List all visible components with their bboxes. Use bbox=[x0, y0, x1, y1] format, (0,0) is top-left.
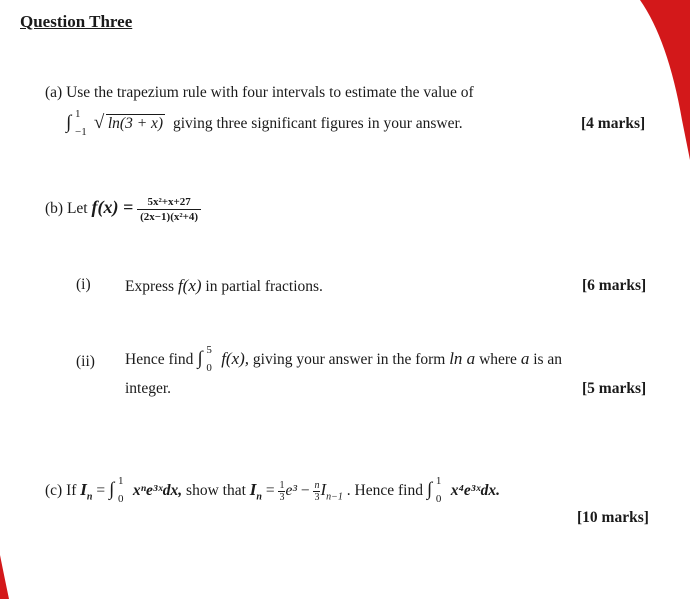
fraction-denominator: (2x−1)(x²+4) bbox=[140, 211, 199, 223]
part-b-ii-line2: integer. bbox=[125, 380, 172, 397]
part-b-ii-label: (ii) bbox=[76, 353, 95, 370]
integral-sign-a: ∫ 1 −1 bbox=[66, 108, 87, 138]
red-pen-stroke-left bbox=[0, 555, 9, 599]
question-title: Question Three bbox=[20, 12, 133, 31]
part-b-definition bbox=[45, 196, 201, 223]
marks-b-ii: [5 marks] bbox=[582, 380, 647, 397]
part-b-i-label: (i) bbox=[76, 276, 91, 293]
marks-a: [4 marks] bbox=[581, 115, 646, 132]
part-b-i-text: Express f(x) in partial fractions. bbox=[125, 276, 323, 295]
integral-sign-c1: ∫ 1 0 bbox=[108, 475, 124, 505]
sqrt-expression: √ ln(3 + x) bbox=[93, 112, 164, 133]
part-a-line2-text: giving three significant figures in your answer. bbox=[172, 115, 463, 132]
fraction-numerator: 5x²+x+27 bbox=[137, 196, 201, 210]
red-pen-stroke-right bbox=[640, 0, 690, 160]
part-c-text: (c) If $I_n$ = ∫ 1 0 xⁿe³ˣdx, show that $I_n$ = $\frac{1}{3}$ e³ − $\frac{n}{3}$ $I_{n-1}$ . Hence find ∫ 1 0 x⁴e³ˣdx. bbox=[45, 475, 501, 505]
part-b-function: f(x) = bbox=[91, 197, 134, 218]
part-a-line2 bbox=[66, 108, 463, 138]
part-b-fraction bbox=[137, 196, 201, 223]
marks-c: [10 marks] bbox=[577, 509, 649, 526]
integral-sign-c2: ∫ 1 0 bbox=[426, 475, 442, 505]
marks-b-i: [6 marks] bbox=[582, 277, 647, 294]
part-b-prefix: (b) Let bbox=[45, 200, 88, 218]
part-b-ii-text: Hence find ∫ 5 0 f(x), giving your answer in the form ln a where a is an bbox=[125, 344, 563, 374]
part-a-line1: (a) Use the trapezium rule with four intervals to estimate the value of bbox=[45, 84, 474, 101]
integral-sign-b: ∫ 5 0 bbox=[197, 344, 212, 374]
